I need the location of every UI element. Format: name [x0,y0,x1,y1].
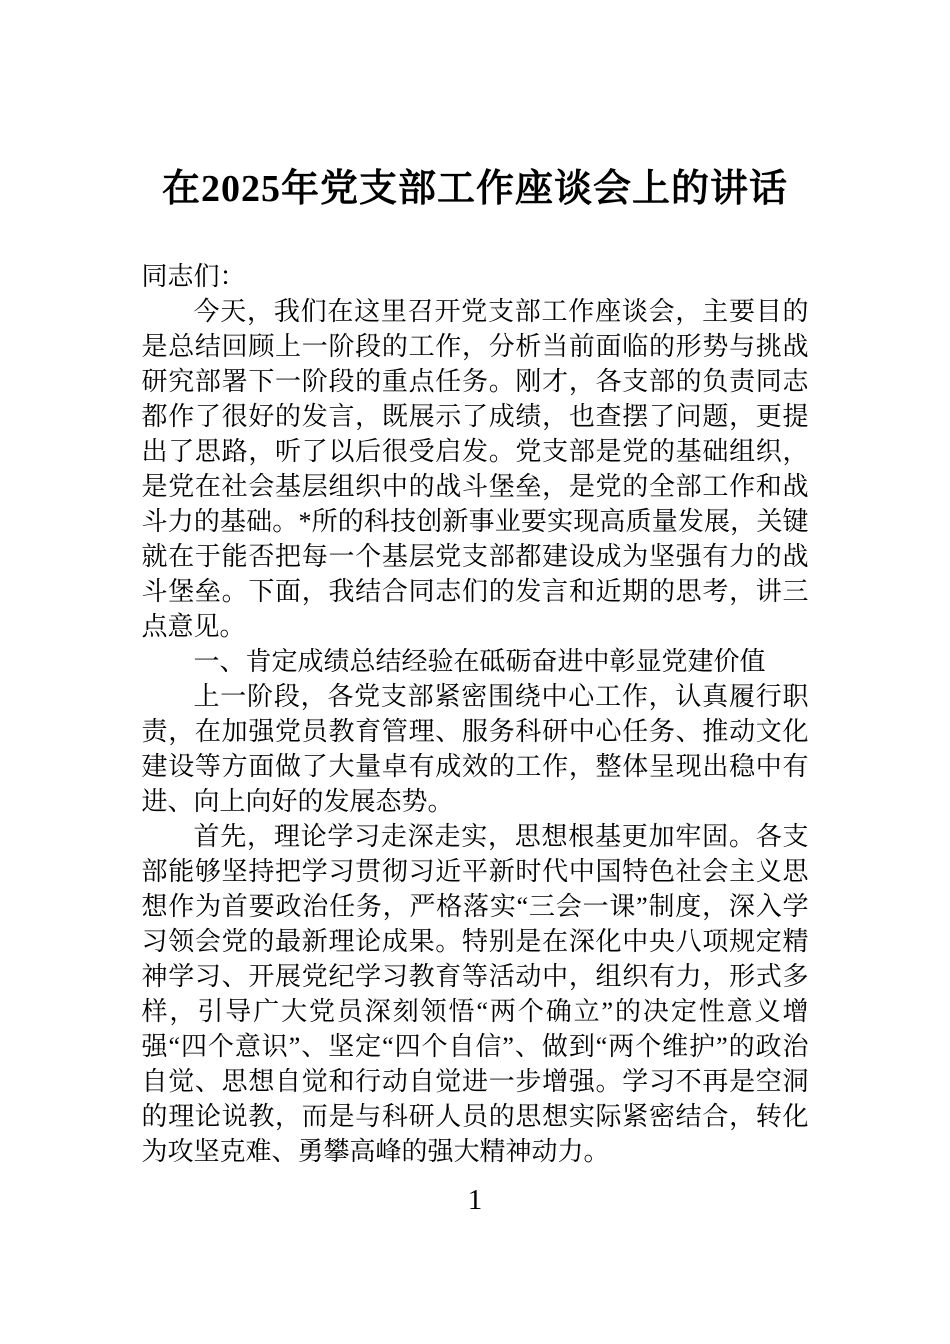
paragraph-summary: 上一阶段，各党支部紧密围绕中心工作，认真履行职责，在加强党员教育管理、服务科研中心任务、推动文化建设等方面做了大量卓有成效的工作，整体呈现出稳中有进、向上向好的发展态势。 [141,682,809,816]
document-title: 在2025年党支部工作座谈会上的讲话 [161,168,788,210]
paragraph-theory-study: 首先，理论学习走深走实，思想根基更加牢固。各支部能够坚持把学习贯彻习近平新时代中国特色社会主义思想作为首要政治任务，严格落实“三会一课”制度，深入学习领会党的最新理论成果。特别是在深化中央八项规定精神学习、开展党纪学习教育等活动中，组织有力，形式多样，引导广大党员深刻领悟“两个确立”的决定性意义增强“四个意识”、坚定“四个自信”、做到“两个维护”的政治自觉、思想自觉和行动自觉进一步增强。学习不再是空洞的理论说教，而是与科研人员的思想实际紧密结合，转化为攻坚克难、勇攀高峰的强大精神动力。 [141,822,809,1166]
section-heading: 一、肯定成绩总结经验在砥砺奋进中彰显党建价值 [193,647,766,676]
page-number: 1 [467,1184,483,1216]
document-body [142,259,809,1169]
salutation: 同志们： [141,262,246,291]
paragraph-opening: 今天，我们在这里召开党支部工作座谈会，主要目的是总结回顾上一阶段的工作，分析当前面临的形势与挑战研究部署下一阶段的重点任务。刚才，各支部的负责同志都作了很好的发言，既展示了成绩，也查摆了问题，更提出了思路，听了以后很受启发。党支部是党的基础组织，是党在社会基层组织中的战斗堡垒，是党的全部工作和战斗力的基础。*所的科技创新事业要实现高质量发展，关键就在于能否把每一个基层党支部都建设成为坚强有力的战斗堡垒。下面，我结合同志们的发言和近期的思考，讲三点意见。 [141,297,809,641]
